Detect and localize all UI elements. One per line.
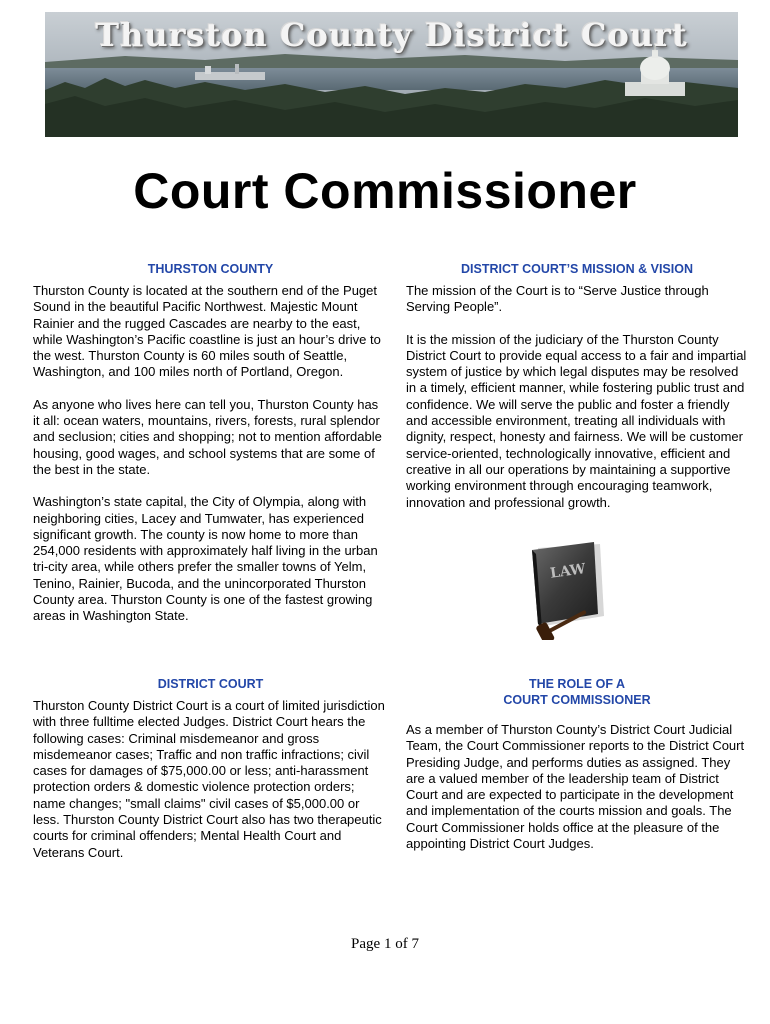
paragraph: The mission of the Court is to “Serve Justice through Serving People”. <box>406 283 709 315</box>
section-heading: DISTRICT COURT <box>157 677 264 691</box>
paragraph: Thurston County District Court is a court of limited jurisdiction with three fulltime elected Judges. District Court hears the following cases: Criminal misdemeanor and gross misdemeanor cases; Traffic and non traffic infractions; civil cases for damages of $75,000.00 or less; anti-harassment protection orders & domestic violence protection orders; name changes; "small claims" civil cases of $5,000.00 or less. Thurston County District Court also has two therapeutic courts for criminal offenders; Mental Health Court and Veterans Court. <box>33 698 385 860</box>
section-heading: THURSTON COUNTY <box>147 262 274 276</box>
paragraph: As a member of Thurston County’s District Court Judicial Team, the Court Commissioner reports to the District Court Presiding Judge, and performs duties as assigned. They are a valued member of the leadership team of District Court and are expected to participate in the development and implementation of the courts mission and goals. The Court Commissioner holds office at the pleasure of the appointing District Court Judges. <box>406 722 745 852</box>
page-number: Page 1 of 7 <box>351 936 419 952</box>
section-heading: THE ROLE OF A <box>528 677 626 691</box>
section-heading: DISTRICT COURT’S MISSION & VISION <box>461 262 693 276</box>
paragraph: Washington’s state capital, the City of Olympia, along with neighboring cities, Lacey and Tumwater, has experienced significant growth. The county is now home to more than 254,000 residents with approximately half living in the urban tri-city area, while others prefer the smaller towns of Yelm, Tenino, Rainier, Bucoda, and the unincorporated Thurston County area. Thurston County is one of the fastest growing areas in Washington State. <box>33 494 378 624</box>
law-book-label: LAW <box>549 561 587 582</box>
page-title: Court Commissioner <box>133 163 637 219</box>
paragraph: It is the mission of the judiciary of the Thurston County District Court to provide equal access to a fair and impartial system of justice by which legal disputes may be resolved in a timely, efficient manner, while fostering public trust and confidence. We will serve the public and foster a friendly and accessible environment, treating all individuals with dignity, respect, honesty and fairness. We will be customer service-oriented, technologically innovative, efficient and creative in all our operations by maintaining a supportive working environment through encouraging teamwork, innovation and professional growth. <box>406 331 747 510</box>
section-thurston-county <box>33 261 388 641</box>
section-district-court <box>33 676 388 877</box>
section-mission-vision <box>406 261 748 527</box>
paragraph: As anyone who lives here can tell you, Thurston County has it all: ocean waters, mountains, rivers, forests, rural splendor and seclusion; cities and shopping; not to mention affordable housing, good wages, and school systems that are some of the best in the state. <box>33 396 382 477</box>
section-heading: COURT COMMISSIONER <box>503 693 651 707</box>
header-banner <box>45 12 738 137</box>
law-book-gavel-icon <box>520 540 610 640</box>
paragraph: Thurston County is located at the southern end of the Puget Sound in the beautiful Pacific Northwest. Majestic Mount Rainier and the rugged Cascades are nearby to the east, while Washington’s Pacific coastline is just an hour’s drive to the west. Thurston County is 60 miles south of Seattle, Washington, and 100 miles north of Portland, Oregon. <box>33 283 381 380</box>
section-role-commissioner <box>406 676 748 868</box>
banner-title: Thurston County District Court <box>95 16 688 54</box>
